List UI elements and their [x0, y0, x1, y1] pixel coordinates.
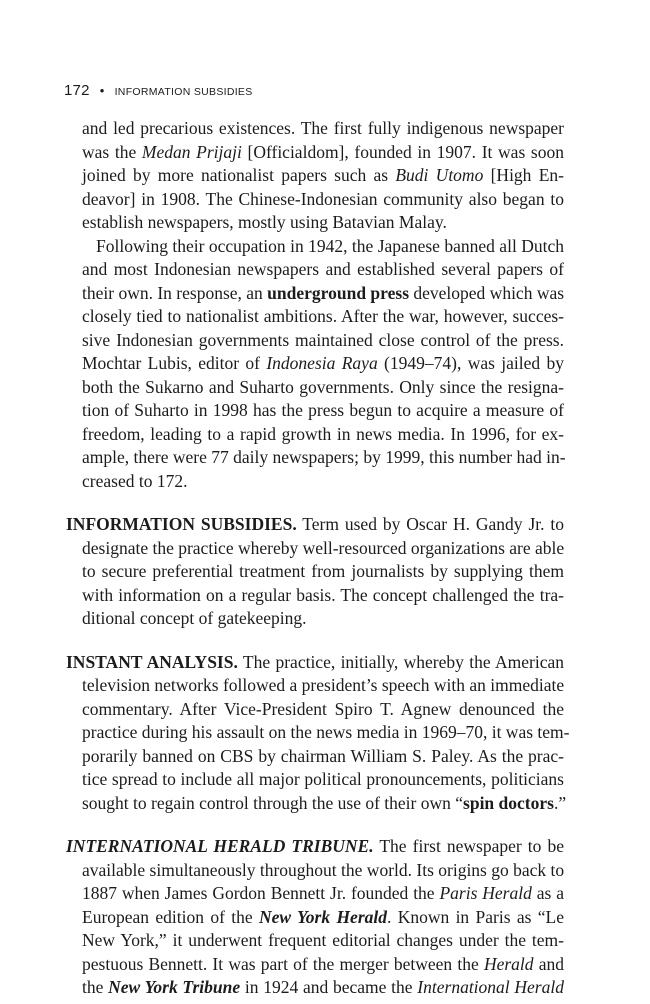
- text-line: was the Medan Prijaji [Officialdom], founded in 1907. It was soon: [82, 141, 564, 162]
- running-head-bullet: •: [99, 83, 105, 98]
- entry-headword: INFORMATION SUBSIDIES.: [66, 514, 297, 534]
- text-line: commentary. After Vice-President Spiro T. Agnew denounced the: [82, 698, 564, 719]
- running-head-title: INFORMATION SUBSIDIES: [114, 86, 253, 98]
- italic-title: Paris Herald: [439, 883, 532, 903]
- entry-headword: INTERNATIONAL HERALD TRIBUNE.: [66, 836, 374, 856]
- text-line: and led precarious existences. The first fully indigenous newspaper: [82, 118, 564, 138]
- running-head: [64, 82, 253, 99]
- continuation-paragraph: [66, 117, 564, 493]
- cross-reference: underground press: [267, 282, 410, 303]
- text-line: practice during his assault on the news media in 1969–70, it was tem-: [82, 722, 570, 742]
- italic-title: Medan Prijaji: [141, 141, 242, 162]
- text-line: tice spread to include all major political pronouncements, politicians: [82, 769, 564, 789]
- cross-reference: New York Tribune: [108, 977, 241, 997]
- text-line: INTERNATIONAL HERALD TRIBUNE. The first newspaper to be: [66, 836, 564, 856]
- italic-title: Budi Utomo: [395, 165, 484, 185]
- text-line: both the Sukarno and Suharto governments. Only since the resigna-: [82, 376, 564, 397]
- italic-title: International Herald: [417, 977, 564, 997]
- text-line: sive Indonesian governments maintained close control of the press.: [82, 329, 564, 350]
- text-line: Mochtar Lubis, editor of Indonesia Raya (1949–74), was jailed by: [82, 353, 565, 373]
- entry-information-subsidies: [66, 513, 564, 631]
- text-line: INFORMATION SUBSIDIES. Term used by Oscar H. Gandy Jr. to: [66, 514, 564, 534]
- text-line: porarily banned on CBS by chairman William S. Paley. As the prac-: [82, 745, 564, 766]
- entry-international-herald-tribune: [66, 835, 564, 1000]
- cross-reference: spin doctors: [463, 792, 554, 813]
- text-line: television networks followed a president’s speech with an immediate: [82, 675, 565, 695]
- text-line: Following their occupation in 1942, the Japanese banned all Dutch: [96, 235, 564, 256]
- text-line: INSTANT ANALYSIS. The practice, initially, whereby the American: [66, 651, 564, 672]
- italic-title: Herald: [483, 953, 534, 974]
- entry-instant-analysis: [66, 651, 570, 816]
- text-line: with information on a regular basis. The concept challenged the tra-: [82, 584, 564, 605]
- text-line: freedom, leading to a rapid growth in news media. In 1996, for ex-: [82, 423, 564, 444]
- text-line: European edition of the New York Herald. Known in Paris as “Le: [82, 906, 564, 927]
- text-line: 1887 when James Gordon Bennett Jr. founded the Paris Herald as a: [82, 883, 564, 903]
- italic-title: Indonesia Raya: [266, 353, 378, 373]
- text-line: closely tied to nationalist ambitions. After the war, however, succes-: [82, 306, 564, 326]
- cross-reference: New York Herald: [258, 906, 387, 927]
- text-line: to secure preferential treatment from journalists by supplying them: [82, 561, 564, 581]
- text-line: sought to regain control through the use of their own “spin doctors.”: [82, 792, 567, 813]
- text-line: establish newspapers, mostly using Batavian Malay.: [82, 212, 447, 232]
- page-number: 172: [64, 82, 90, 99]
- text-line: ditional concept of gatekeeping.: [82, 608, 307, 628]
- text-line: their own. In response, an underground press developed which was: [82, 282, 565, 303]
- text-line: joined by more nationalist papers such as Budi Utomo [High En-: [82, 165, 564, 185]
- text-line: available simultaneously throughout the world. Its origins go back to: [82, 859, 565, 880]
- text-line: ample, there were 77 daily newspapers; by 1999, this number had in-: [82, 447, 566, 467]
- text-line: the New York Tribune in 1924 and became the International Herald: [82, 977, 564, 997]
- entry-headword: INSTANT ANALYSIS.: [66, 651, 238, 672]
- text-line: pestuous Bennett. It was part of the merger between the Herald and: [82, 953, 564, 974]
- text-line: deavor] in 1908. The Chinese-Indonesian community also began to: [82, 188, 564, 209]
- text-line: designate the practice whereby well-resourced organizations are able: [82, 537, 565, 558]
- text-line: tion of Suharto in 1998 has the press begun to acquire a measure of: [82, 400, 564, 420]
- text-line: New York,” it underwent frequent editorial changes under the tem-: [82, 930, 564, 950]
- text-line: and most Indonesian newspapers and established several papers of: [82, 259, 564, 279]
- text-column: [66, 117, 570, 1000]
- text-line: creased to 172.: [82, 470, 188, 491]
